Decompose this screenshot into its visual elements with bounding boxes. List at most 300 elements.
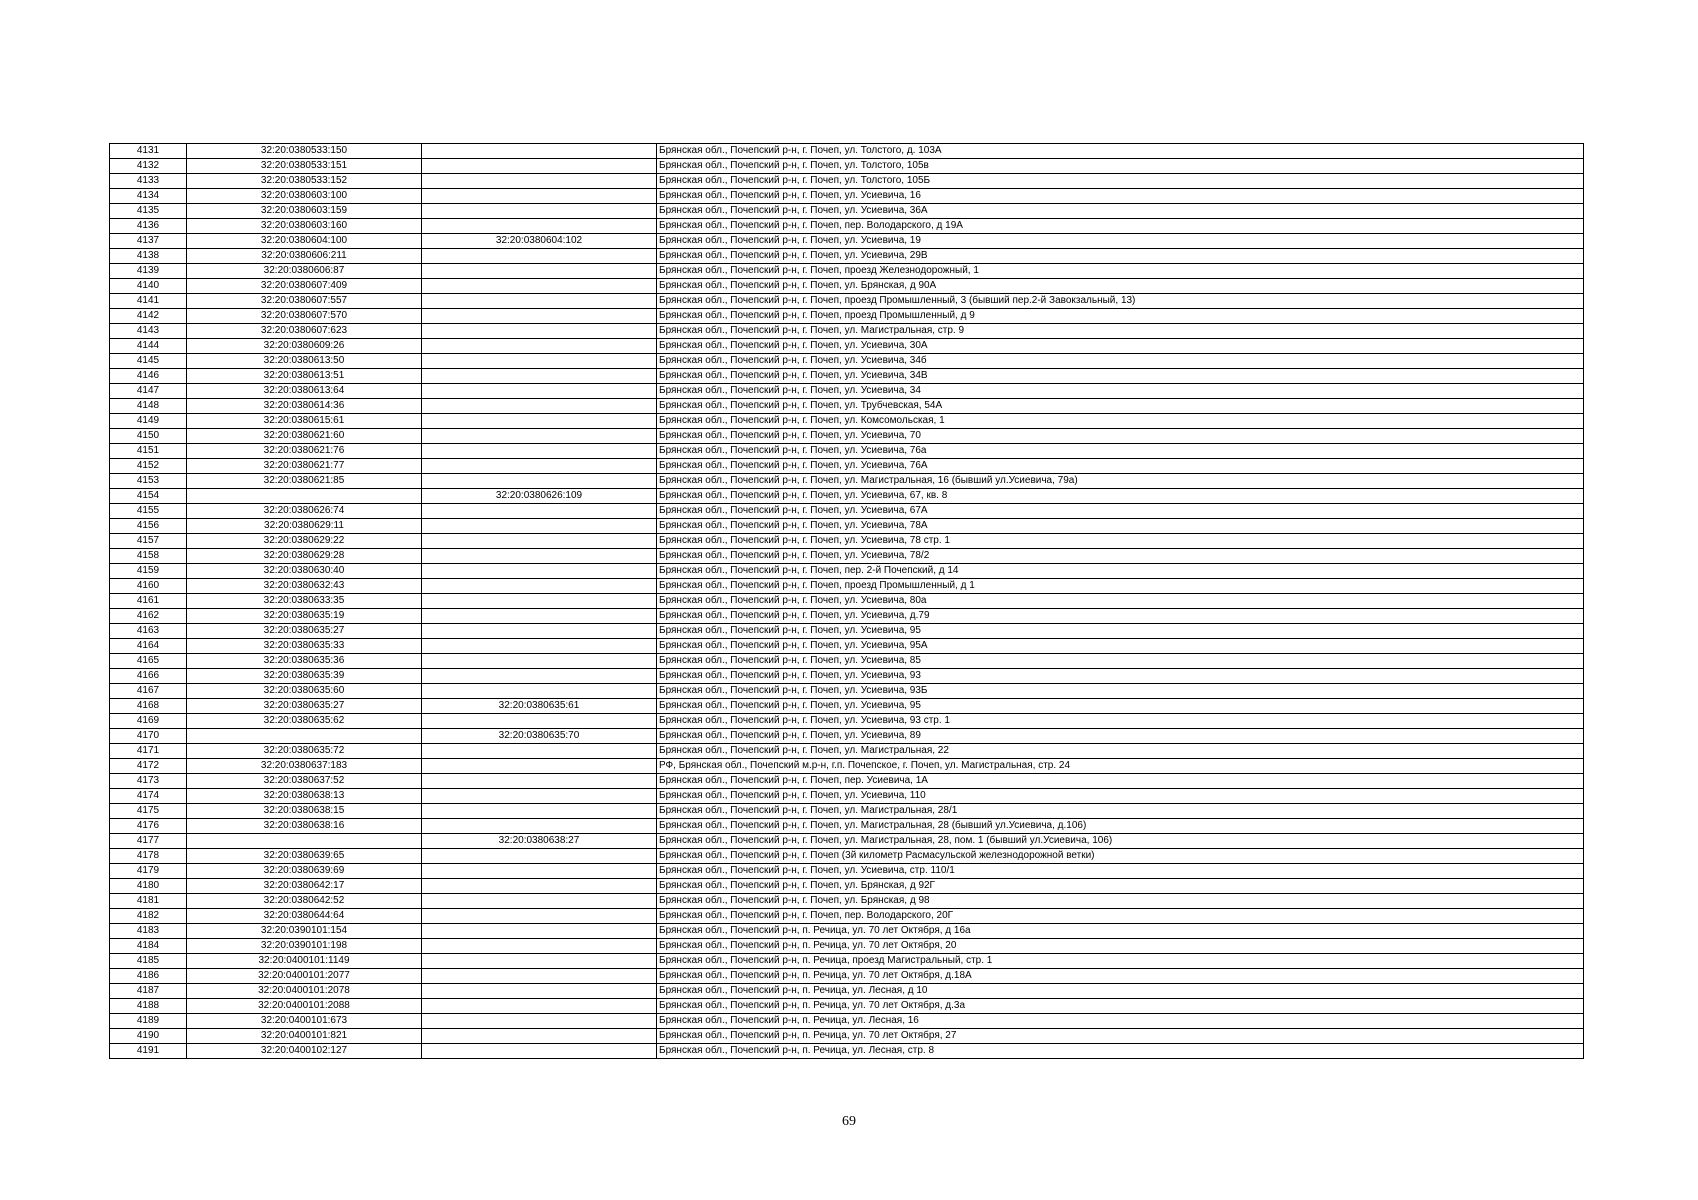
cadastral-number-cell bbox=[187, 729, 422, 744]
related-cadastral-number-cell bbox=[422, 324, 657, 339]
cadastral-number-cell: 32:20:0400101:2088 bbox=[187, 999, 422, 1014]
address-cell: Брянская обл., Почепский р-н, г. Почеп, пер. 2-й Почепский, д 14 bbox=[657, 564, 1584, 579]
row-number-cell: 4144 bbox=[110, 339, 187, 354]
address-cell: Брянская обл., Почепский р-н, г. Почеп, ул. Усиевича, 34В bbox=[657, 369, 1584, 384]
related-cadastral-number-cell bbox=[422, 1029, 657, 1044]
related-cadastral-number-cell bbox=[422, 939, 657, 954]
table-row bbox=[110, 204, 1584, 219]
cadastral-number-cell: 32:20:0380609:26 bbox=[187, 339, 422, 354]
row-number-cell: 4153 bbox=[110, 474, 187, 489]
registry-table bbox=[109, 143, 1584, 1059]
table-row bbox=[110, 969, 1584, 984]
related-cadastral-number-cell bbox=[422, 219, 657, 234]
cadastral-number-cell: 32:20:0380613:51 bbox=[187, 369, 422, 384]
related-cadastral-number-cell bbox=[422, 534, 657, 549]
cadastral-number-cell: 32:20:0380606:211 bbox=[187, 249, 422, 264]
address-cell: Брянская обл., Почепский р-н, г. Почеп, ул. Усиевича, 93 стр. 1 bbox=[657, 714, 1584, 729]
cadastral-number-cell: 32:20:0380635:27 bbox=[187, 699, 422, 714]
row-number-cell: 4145 bbox=[110, 354, 187, 369]
cadastral-number-cell: 32:20:0380635:60 bbox=[187, 684, 422, 699]
row-number-cell: 4134 bbox=[110, 189, 187, 204]
related-cadastral-number-cell bbox=[422, 444, 657, 459]
table-row bbox=[110, 654, 1584, 669]
table-row bbox=[110, 864, 1584, 879]
related-cadastral-number-cell bbox=[422, 759, 657, 774]
related-cadastral-number-cell bbox=[422, 1044, 657, 1059]
address-cell: Брянская обл., Почепский р-н, г. Почеп, ул. Усиевича, 95 bbox=[657, 699, 1584, 714]
row-number-cell: 4175 bbox=[110, 804, 187, 819]
cadastral-number-cell: 32:20:0380644:64 bbox=[187, 909, 422, 924]
related-cadastral-number-cell bbox=[422, 579, 657, 594]
cadastral-number-cell: 32:20:0380638:13 bbox=[187, 789, 422, 804]
cadastral-number-cell: 32:20:0390101:154 bbox=[187, 924, 422, 939]
address-cell: Брянская обл., Почепский р-н, г. Почеп, ул. Усиевича, 34 bbox=[657, 384, 1584, 399]
cadastral-number-cell: 32:20:0380621:60 bbox=[187, 429, 422, 444]
row-number-cell: 4181 bbox=[110, 894, 187, 909]
row-number-cell: 4188 bbox=[110, 999, 187, 1014]
related-cadastral-number-cell bbox=[422, 249, 657, 264]
cadastral-number-cell: 32:20:0380621:77 bbox=[187, 459, 422, 474]
related-cadastral-number-cell bbox=[422, 504, 657, 519]
address-cell: Брянская обл., Почепский р-н, г. Почеп, ул. Усиевича, 76А bbox=[657, 459, 1584, 474]
cadastral-number-cell: 32:20:0400101:821 bbox=[187, 1029, 422, 1044]
table-row bbox=[110, 1014, 1584, 1029]
address-cell: Брянская обл., Почепский р-н, п. Речица, ул. 70 лет Октября, д.3а bbox=[657, 999, 1584, 1014]
table-row bbox=[110, 384, 1584, 399]
table-row bbox=[110, 549, 1584, 564]
row-number-cell: 4141 bbox=[110, 294, 187, 309]
row-number-cell: 4173 bbox=[110, 774, 187, 789]
related-cadastral-number-cell bbox=[422, 384, 657, 399]
address-cell: Брянская обл., Почепский р-н, г. Почеп, ул. Усиевича, 78 стр. 1 bbox=[657, 534, 1584, 549]
row-number-cell: 4177 bbox=[110, 834, 187, 849]
address-cell: Брянская обл., Почепский р-н, г. Почеп, ул. Трубчевская, 54А bbox=[657, 399, 1584, 414]
row-number-cell: 4146 bbox=[110, 369, 187, 384]
related-cadastral-number-cell: 32:20:0380635:61 bbox=[422, 699, 657, 714]
address-cell: Брянская обл., Почепский р-н, г. Почеп, ул. Усиевича, 85 bbox=[657, 654, 1584, 669]
row-number-cell: 4162 bbox=[110, 609, 187, 624]
cadastral-number-cell: 32:20:0380630:40 bbox=[187, 564, 422, 579]
related-cadastral-number-cell bbox=[422, 144, 657, 159]
related-cadastral-number-cell: 32:20:0380638:27 bbox=[422, 834, 657, 849]
row-number-cell: 4172 bbox=[110, 759, 187, 774]
table-row bbox=[110, 579, 1584, 594]
cadastral-number-cell: 32:20:0380533:152 bbox=[187, 174, 422, 189]
address-cell: Брянская обл., Почепский р-н, г. Почеп, ул. Усиевича, 34б bbox=[657, 354, 1584, 369]
related-cadastral-number-cell bbox=[422, 474, 657, 489]
related-cadastral-number-cell bbox=[422, 414, 657, 429]
table-row bbox=[110, 324, 1584, 339]
related-cadastral-number-cell bbox=[422, 354, 657, 369]
table-row bbox=[110, 684, 1584, 699]
related-cadastral-number-cell bbox=[422, 909, 657, 924]
cadastral-number-cell: 32:20:0380626:74 bbox=[187, 504, 422, 519]
address-cell: Брянская обл., Почепский р-н, г. Почеп, ул. Магистральная, 28, пом. 1 (бывший ул.Усиевича, 106) bbox=[657, 834, 1584, 849]
table-row bbox=[110, 174, 1584, 189]
table-row bbox=[110, 999, 1584, 1014]
cadastral-number-cell bbox=[187, 489, 422, 504]
table-row bbox=[110, 954, 1584, 969]
address-cell: Брянская обл., Почепский р-н, п. Речица, ул. 70 лет Октября, д 16а bbox=[657, 924, 1584, 939]
address-cell: Брянская обл., Почепский р-н, п. Речица, проезд Магистральный, стр. 1 bbox=[657, 954, 1584, 969]
cadastral-number-cell: 32:20:0380621:85 bbox=[187, 474, 422, 489]
cadastral-number-cell: 32:20:0380635:36 bbox=[187, 654, 422, 669]
page-number: 69 bbox=[842, 1114, 856, 1129]
related-cadastral-number-cell bbox=[422, 984, 657, 999]
table-row bbox=[110, 234, 1584, 249]
row-number-cell: 4168 bbox=[110, 699, 187, 714]
related-cadastral-number-cell bbox=[422, 924, 657, 939]
cadastral-number-cell: 32:20:0380607:557 bbox=[187, 294, 422, 309]
row-number-cell: 4184 bbox=[110, 939, 187, 954]
cadastral-number-cell: 32:20:0380638:15 bbox=[187, 804, 422, 819]
row-number-cell: 4160 bbox=[110, 579, 187, 594]
cadastral-number-cell: 32:20:0380607:409 bbox=[187, 279, 422, 294]
table-row bbox=[110, 669, 1584, 684]
address-cell: Брянская обл., Почепский р-н, г. Почеп, ул. Усиевича, 29В bbox=[657, 249, 1584, 264]
address-cell: Брянская обл., Почепский р-н, г. Почеп, ул. Брянская, д 90А bbox=[657, 279, 1584, 294]
cadastral-number-cell: 32:20:0380615:61 bbox=[187, 414, 422, 429]
table-row bbox=[110, 534, 1584, 549]
cadastral-number-cell: 32:20:0380638:16 bbox=[187, 819, 422, 834]
table-row bbox=[110, 714, 1584, 729]
related-cadastral-number-cell bbox=[422, 774, 657, 789]
cadastral-number-cell: 32:20:0400102:127 bbox=[187, 1044, 422, 1059]
related-cadastral-number-cell bbox=[422, 624, 657, 639]
row-number-cell: 4151 bbox=[110, 444, 187, 459]
related-cadastral-number-cell bbox=[422, 459, 657, 474]
address-cell: Брянская обл., Почепский р-н, г. Почеп, ул. Усиевича, 93 bbox=[657, 669, 1584, 684]
table-row bbox=[110, 459, 1584, 474]
table-row bbox=[110, 984, 1584, 999]
table-row bbox=[110, 909, 1584, 924]
address-cell: Брянская обл., Почепский р-н, г. Почеп, ул. Усиевича, 36А bbox=[657, 204, 1584, 219]
address-cell: Брянская обл., Почепский р-н, г. Почеп, ул. Усиевича, стр. 110/1 bbox=[657, 864, 1584, 879]
table-row bbox=[110, 1029, 1584, 1044]
related-cadastral-number-cell bbox=[422, 654, 657, 669]
row-number-cell: 4176 bbox=[110, 819, 187, 834]
row-number-cell: 4179 bbox=[110, 864, 187, 879]
table-row bbox=[110, 924, 1584, 939]
table-row bbox=[110, 444, 1584, 459]
table-row bbox=[110, 774, 1584, 789]
table-row bbox=[110, 309, 1584, 324]
address-cell: Брянская обл., Почепский р-н, п. Речица, ул. Лесная, стр. 8 bbox=[657, 1044, 1584, 1059]
address-cell: Брянская обл., Почепский р-н, г. Почеп, ул. Усиевича, 89 bbox=[657, 729, 1584, 744]
table-row bbox=[110, 849, 1584, 864]
address-cell: Брянская обл., Почепский р-н, г. Почеп, пер. Усиевича, 1А bbox=[657, 774, 1584, 789]
cadastral-number-cell: 32:20:0380635:33 bbox=[187, 639, 422, 654]
table-row bbox=[110, 789, 1584, 804]
table-row bbox=[110, 804, 1584, 819]
cadastral-number-cell: 32:20:0390101:198 bbox=[187, 939, 422, 954]
table-row bbox=[110, 1044, 1584, 1059]
cadastral-number-cell: 32:20:0380642:52 bbox=[187, 894, 422, 909]
address-cell: Брянская обл., Почепский р-н, п. Речица, ул. 70 лет Октября, 20 bbox=[657, 939, 1584, 954]
table-row bbox=[110, 279, 1584, 294]
cadastral-number-cell: 32:20:0400101:2077 bbox=[187, 969, 422, 984]
related-cadastral-number-cell bbox=[422, 789, 657, 804]
table-row bbox=[110, 819, 1584, 834]
cadastral-number-cell: 32:20:0400101:673 bbox=[187, 1014, 422, 1029]
table-row bbox=[110, 519, 1584, 534]
row-number-cell: 4131 bbox=[110, 144, 187, 159]
related-cadastral-number-cell bbox=[422, 279, 657, 294]
related-cadastral-number-cell bbox=[422, 429, 657, 444]
row-number-cell: 4156 bbox=[110, 519, 187, 534]
related-cadastral-number-cell bbox=[422, 294, 657, 309]
cadastral-number-cell: 32:20:0380614:36 bbox=[187, 399, 422, 414]
row-number-cell: 4158 bbox=[110, 549, 187, 564]
row-number-cell: 4159 bbox=[110, 564, 187, 579]
row-number-cell: 4167 bbox=[110, 684, 187, 699]
table-row bbox=[110, 399, 1584, 414]
address-cell: Брянская обл., Почепский р-н, г. Почеп, ул. Магистральная, 16 (бывший ул.Усиевича, 79а) bbox=[657, 474, 1584, 489]
related-cadastral-number-cell bbox=[422, 639, 657, 654]
row-number-cell: 4152 bbox=[110, 459, 187, 474]
address-cell: Брянская обл., Почепский р-н, г. Почеп, ул. Брянская, д 92Г bbox=[657, 879, 1584, 894]
related-cadastral-number-cell bbox=[422, 954, 657, 969]
related-cadastral-number-cell bbox=[422, 849, 657, 864]
related-cadastral-number-cell bbox=[422, 264, 657, 279]
address-cell: Брянская обл., Почепский р-н, г. Почеп, пер. Володарского, д 19А bbox=[657, 219, 1584, 234]
row-number-cell: 4169 bbox=[110, 714, 187, 729]
related-cadastral-number-cell bbox=[422, 879, 657, 894]
table-row bbox=[110, 894, 1584, 909]
address-cell: Брянская обл., Почепский р-н, г. Почеп, ул. Усиевича, 78/2 bbox=[657, 549, 1584, 564]
cadastral-number-cell: 32:20:0380635:19 bbox=[187, 609, 422, 624]
row-number-cell: 4183 bbox=[110, 924, 187, 939]
address-cell: Брянская обл., Почепский р-н, г. Почеп, ул. Усиевича, 78А bbox=[657, 519, 1584, 534]
cadastral-number-cell: 32:20:0380607:570 bbox=[187, 309, 422, 324]
cadastral-number-cell: 32:20:0380633:35 bbox=[187, 594, 422, 609]
cadastral-number-cell: 32:20:0380603:160 bbox=[187, 219, 422, 234]
related-cadastral-number-cell bbox=[422, 819, 657, 834]
cadastral-number-cell: 32:20:0380606:87 bbox=[187, 264, 422, 279]
cadastral-number-cell: 32:20:0380607:623 bbox=[187, 324, 422, 339]
registry-table-body bbox=[110, 144, 1584, 1059]
related-cadastral-number-cell bbox=[422, 1014, 657, 1029]
table-row bbox=[110, 639, 1584, 654]
row-number-cell: 4157 bbox=[110, 534, 187, 549]
related-cadastral-number-cell: 32:20:0380626:109 bbox=[422, 489, 657, 504]
row-number-cell: 4182 bbox=[110, 909, 187, 924]
cadastral-number-cell: 32:20:0380639:69 bbox=[187, 864, 422, 879]
row-number-cell: 4171 bbox=[110, 744, 187, 759]
row-number-cell: 4170 bbox=[110, 729, 187, 744]
row-number-cell: 4189 bbox=[110, 1014, 187, 1029]
related-cadastral-number-cell bbox=[422, 669, 657, 684]
table-row bbox=[110, 414, 1584, 429]
cadastral-number-cell: 32:20:0380603:100 bbox=[187, 189, 422, 204]
related-cadastral-number-cell bbox=[422, 369, 657, 384]
address-cell: Брянская обл., Почепский р-н, г. Почеп, ул. Магистральная, 28/1 bbox=[657, 804, 1584, 819]
address-cell: Брянская обл., Почепский р-н, г. Почеп, ул. Усиевича, 19 bbox=[657, 234, 1584, 249]
cadastral-number-cell: 32:20:0400101:2078 bbox=[187, 984, 422, 999]
cadastral-number-cell: 32:20:0380629:11 bbox=[187, 519, 422, 534]
address-cell: Брянская обл., Почепский р-н, п. Речица, ул. 70 лет Октября, 27 bbox=[657, 1029, 1584, 1044]
related-cadastral-number-cell bbox=[422, 339, 657, 354]
cadastral-number-cell: 32:20:0380635:27 bbox=[187, 624, 422, 639]
cadastral-number-cell: 32:20:0380637:183 bbox=[187, 759, 422, 774]
address-cell: Брянская обл., Почепский р-н, г. Почеп, ул. Магистральная, стр. 9 bbox=[657, 324, 1584, 339]
table-row bbox=[110, 594, 1584, 609]
table-row bbox=[110, 564, 1584, 579]
row-number-cell: 4185 bbox=[110, 954, 187, 969]
row-number-cell: 4163 bbox=[110, 624, 187, 639]
row-number-cell: 4132 bbox=[110, 159, 187, 174]
cadastral-number-cell: 32:20:0380533:151 bbox=[187, 159, 422, 174]
cadastral-number-cell: 32:20:0380533:150 bbox=[187, 144, 422, 159]
table-row bbox=[110, 759, 1584, 774]
cadastral-number-cell: 32:20:0380603:159 bbox=[187, 204, 422, 219]
address-cell: Брянская обл., Почепский р-н, г. Почеп, ул. Усиевича, 16 bbox=[657, 189, 1584, 204]
related-cadastral-number-cell bbox=[422, 714, 657, 729]
row-number-cell: 4139 bbox=[110, 264, 187, 279]
table-row bbox=[110, 939, 1584, 954]
row-number-cell: 4154 bbox=[110, 489, 187, 504]
address-cell: Брянская обл., Почепский р-н, п. Речица, ул. Лесная, 16 bbox=[657, 1014, 1584, 1029]
related-cadastral-number-cell: 32:20:0380604:102 bbox=[422, 234, 657, 249]
cadastral-number-cell bbox=[187, 834, 422, 849]
table-row bbox=[110, 474, 1584, 489]
address-cell: Брянская обл., Почепский р-н, г. Почеп, ул. Усиевича, 67А bbox=[657, 504, 1584, 519]
row-number-cell: 4187 bbox=[110, 984, 187, 999]
address-cell: Брянская обл., Почепский р-н, г. Почеп, ул. Усиевича, 95А bbox=[657, 639, 1584, 654]
cadastral-number-cell: 32:20:0400101:1149 bbox=[187, 954, 422, 969]
cadastral-number-cell: 32:20:0380635:39 bbox=[187, 669, 422, 684]
address-cell: Брянская обл., Почепский р-н, г. Почеп, ул. Магистральная, 28 (бывший ул.Усиевича, д.106) bbox=[657, 819, 1584, 834]
address-cell: Брянская обл., Почепский р-н, п. Речица, ул. Лесная, д 10 bbox=[657, 984, 1584, 999]
address-cell: Брянская обл., Почепский р-н, г. Почеп, ул. Усиевича, 30А bbox=[657, 339, 1584, 354]
row-number-cell: 4180 bbox=[110, 879, 187, 894]
table-row bbox=[110, 189, 1584, 204]
address-cell: Брянская обл., Почепский р-н, г. Почеп, ул. Усиевича, 76а bbox=[657, 444, 1584, 459]
related-cadastral-number-cell bbox=[422, 999, 657, 1014]
address-cell: Брянская обл., Почепский р-н, г. Почеп (3й километр Расмасульской железнодорожной ветки) bbox=[657, 849, 1584, 864]
address-cell: Брянская обл., Почепский р-н, г. Почеп, проезд Железнодорожный, 1 bbox=[657, 264, 1584, 279]
address-cell: Брянская обл., Почепский р-н, г. Почеп, ул. Толстого, 105Б bbox=[657, 174, 1584, 189]
address-cell: Брянская обл., Почепский р-н, г. Почеп, ул. Усиевича, 93Б bbox=[657, 684, 1584, 699]
address-cell: Брянская обл., Почепский р-н, г. Почеп, проезд Промышленный, д 1 bbox=[657, 579, 1584, 594]
related-cadastral-number-cell bbox=[422, 684, 657, 699]
cadastral-number-cell: 32:20:0380635:72 bbox=[187, 744, 422, 759]
related-cadastral-number-cell bbox=[422, 399, 657, 414]
related-cadastral-number-cell bbox=[422, 594, 657, 609]
address-cell: Брянская обл., Почепский р-н, г. Почеп, ул. Толстого, 105в bbox=[657, 159, 1584, 174]
row-number-cell: 4147 bbox=[110, 384, 187, 399]
address-cell: Брянская обл., Почепский р-н, г. Почеп, ул. Усиевича, 70 bbox=[657, 429, 1584, 444]
row-number-cell: 4166 bbox=[110, 669, 187, 684]
table-row bbox=[110, 624, 1584, 639]
table-row bbox=[110, 699, 1584, 714]
related-cadastral-number-cell bbox=[422, 204, 657, 219]
related-cadastral-number-cell bbox=[422, 969, 657, 984]
cadastral-number-cell: 32:20:0380613:64 bbox=[187, 384, 422, 399]
cadastral-number-cell: 32:20:0380642:17 bbox=[187, 879, 422, 894]
table-row bbox=[110, 264, 1584, 279]
address-cell: Брянская обл., Почепский р-н, г. Почеп, ул. Усиевича, 80а bbox=[657, 594, 1584, 609]
related-cadastral-number-cell bbox=[422, 189, 657, 204]
row-number-cell: 4149 bbox=[110, 414, 187, 429]
row-number-cell: 4155 bbox=[110, 504, 187, 519]
row-number-cell: 4135 bbox=[110, 204, 187, 219]
row-number-cell: 4178 bbox=[110, 849, 187, 864]
table-row bbox=[110, 369, 1584, 384]
related-cadastral-number-cell bbox=[422, 744, 657, 759]
cadastral-number-cell: 32:20:0380632:43 bbox=[187, 579, 422, 594]
table-row bbox=[110, 879, 1584, 894]
table-row bbox=[110, 504, 1584, 519]
address-cell: Брянская обл., Почепский р-н, г. Почеп, ул. Толстого, д. 103А bbox=[657, 144, 1584, 159]
cadastral-number-cell: 32:20:0380604:100 bbox=[187, 234, 422, 249]
related-cadastral-number-cell bbox=[422, 609, 657, 624]
row-number-cell: 4148 bbox=[110, 399, 187, 414]
table-row bbox=[110, 144, 1584, 159]
table-row bbox=[110, 354, 1584, 369]
address-cell: Брянская обл., Почепский р-н, г. Почеп, ул. Усиевича, 67, кв. 8 bbox=[657, 489, 1584, 504]
table-row bbox=[110, 489, 1584, 504]
table-row bbox=[110, 339, 1584, 354]
cadastral-number-cell: 32:20:0380637:52 bbox=[187, 774, 422, 789]
table-row bbox=[110, 159, 1584, 174]
row-number-cell: 4165 bbox=[110, 654, 187, 669]
table-row bbox=[110, 609, 1584, 624]
table-row bbox=[110, 429, 1584, 444]
row-number-cell: 4143 bbox=[110, 324, 187, 339]
address-cell: Брянская обл., Почепский р-н, г. Почеп, ул. Магистральная, 22 bbox=[657, 744, 1584, 759]
address-cell: Брянская обл., Почепский р-н, г. Почеп, ул. Комсомольская, 1 bbox=[657, 414, 1584, 429]
address-cell: Брянская обл., Почепский р-н, г. Почеп, ул. Усиевича, д.79 bbox=[657, 609, 1584, 624]
address-cell: Брянская обл., Почепский р-н, п. Речица, ул. 70 лет Октября, д.18А bbox=[657, 969, 1584, 984]
cadastral-number-cell: 32:20:0380621:76 bbox=[187, 444, 422, 459]
row-number-cell: 4150 bbox=[110, 429, 187, 444]
row-number-cell: 4164 bbox=[110, 639, 187, 654]
related-cadastral-number-cell bbox=[422, 519, 657, 534]
row-number-cell: 4186 bbox=[110, 969, 187, 984]
row-number-cell: 4137 bbox=[110, 234, 187, 249]
row-number-cell: 4138 bbox=[110, 249, 187, 264]
row-number-cell: 4142 bbox=[110, 309, 187, 324]
cadastral-number-cell: 32:20:0380629:28 bbox=[187, 549, 422, 564]
address-cell: Брянская обл., Почепский р-н, г. Почеп, ул. Усиевича, 110 bbox=[657, 789, 1584, 804]
related-cadastral-number-cell bbox=[422, 804, 657, 819]
related-cadastral-number-cell bbox=[422, 174, 657, 189]
table-row bbox=[110, 294, 1584, 309]
related-cadastral-number-cell bbox=[422, 549, 657, 564]
address-cell: Брянская обл., Почепский р-н, г. Почеп, ул. Брянская, д 98 bbox=[657, 894, 1584, 909]
table-row bbox=[110, 729, 1584, 744]
address-cell: РФ, Брянская обл., Почепский м.р-н, г.п. Почепское, г. Почеп, ул. Магистральная, стр. 24 bbox=[657, 759, 1584, 774]
address-cell: Брянская обл., Почепский р-н, г. Почеп, проезд Промышленный, 3 (бывший пер.2-й Завокзальный, 13) bbox=[657, 294, 1584, 309]
table-row bbox=[110, 834, 1584, 849]
row-number-cell: 4174 bbox=[110, 789, 187, 804]
cadastral-number-cell: 32:20:0380639:65 bbox=[187, 849, 422, 864]
related-cadastral-number-cell bbox=[422, 864, 657, 879]
row-number-cell: 4140 bbox=[110, 279, 187, 294]
cadastral-number-cell: 32:20:0380613:50 bbox=[187, 354, 422, 369]
address-cell: Брянская обл., Почепский р-н, г. Почеп, пер. Володарского, 20Г bbox=[657, 909, 1584, 924]
related-cadastral-number-cell bbox=[422, 894, 657, 909]
table-row bbox=[110, 219, 1584, 234]
address-cell: Брянская обл., Почепский р-н, г. Почеп, проезд Промышленный, д 9 bbox=[657, 309, 1584, 324]
row-number-cell: 4136 bbox=[110, 219, 187, 234]
related-cadastral-number-cell bbox=[422, 159, 657, 174]
table-row bbox=[110, 744, 1584, 759]
row-number-cell: 4161 bbox=[110, 594, 187, 609]
address-cell: Брянская обл., Почепский р-н, г. Почеп, ул. Усиевича, 95 bbox=[657, 624, 1584, 639]
row-number-cell: 4133 bbox=[110, 174, 187, 189]
